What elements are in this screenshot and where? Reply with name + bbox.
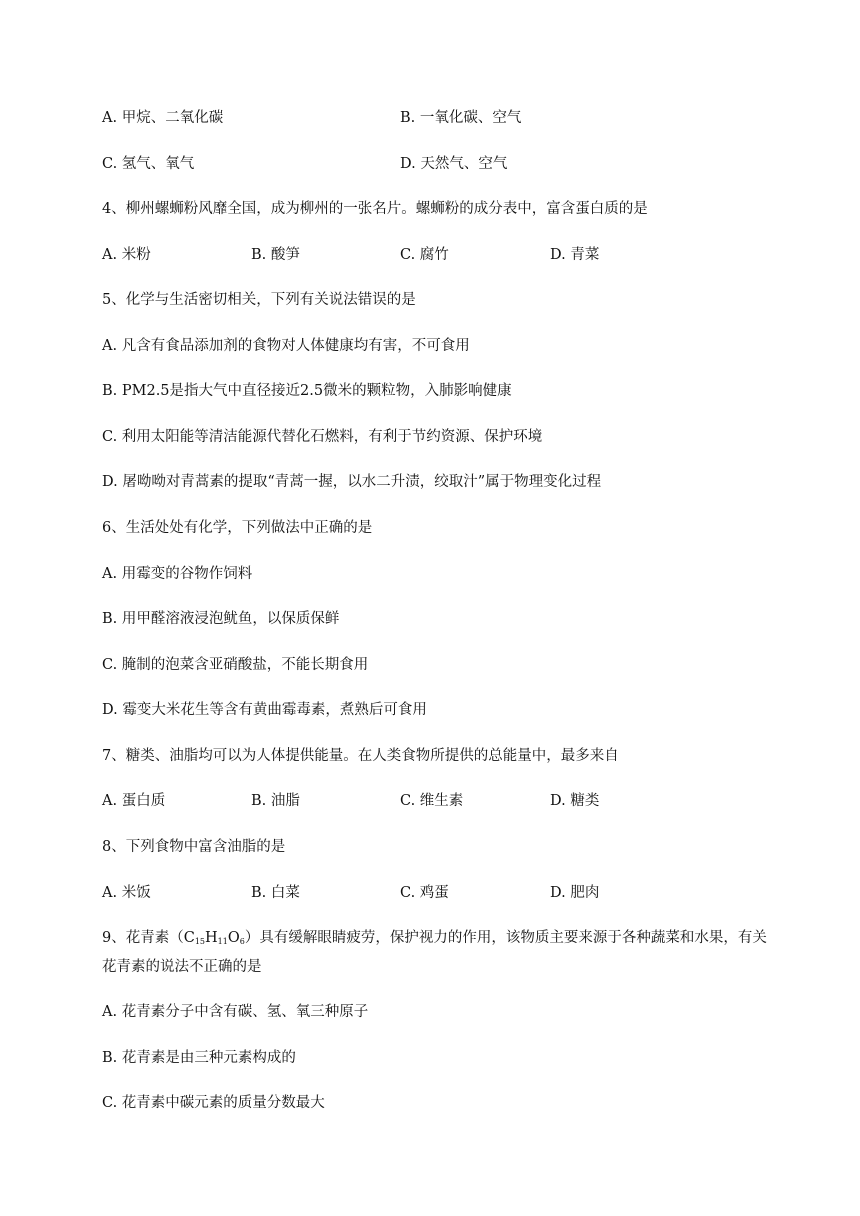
- q4-stem: 4、柳州螺蛳粉风靡全国，成为柳州的一张名片。螺蛳粉的成分表中，富含蛋白质的是: [102, 201, 648, 217]
- q8-stem: 8、下列食物中富含油脂的是: [102, 839, 286, 855]
- q9-stem-post: ）具有缓解眼睛疲劳，保护视力的作用，该物质主要来源于各种蔬菜和水果，有关: [244, 930, 767, 946]
- q5-stem: 5、化学与生活密切相关，下列有关说法错误的是: [102, 292, 416, 308]
- q6-option-d: D. 霉变大米花生等含有黄曲霉毒素，煮熟后可食用: [102, 702, 427, 718]
- q5-option-c: C. 利用太阳能等清洁能源代替化石燃料，有利于节约资源、保护环境: [102, 429, 543, 445]
- q9-option-b: B. 花青素是由三种元素构成的: [102, 1050, 296, 1066]
- q9-formula-h: H: [205, 930, 218, 946]
- q9-formula-h-sub: 11: [217, 937, 228, 946]
- q9-option-a: A. 花青素分子中含有碳、氢、氧三种原子: [102, 1004, 369, 1020]
- q4-option-c: C. 腐竹: [400, 247, 449, 263]
- q4-option-d: D. 青菜: [550, 247, 600, 263]
- q8-option-a: A. 米饭: [102, 885, 151, 901]
- q9-formula-c-sub: 15: [194, 937, 206, 946]
- q9-formula-o: O: [227, 930, 240, 946]
- q3-option-a: A. 甲烷、二氧化碳: [102, 110, 224, 126]
- q9-stem: [102, 928, 767, 948]
- q3-option-d: D. 天然气、空气: [400, 156, 508, 172]
- q9-formula-o-sub: 6: [239, 937, 245, 946]
- q8-option-b: B. 白菜: [251, 885, 300, 901]
- q8-option-c: C. 鸡蛋: [400, 885, 449, 901]
- q9-stem-pre: 9、花青素（C: [102, 930, 195, 946]
- q7-option-d: D. 糖类: [550, 793, 600, 809]
- q6-option-c: C. 腌制的泡菜含亚硝酸盐，不能长期食用: [102, 657, 369, 673]
- q9-option-c: C. 花青素中碳元素的质量分数最大: [102, 1095, 325, 1111]
- q4-option-a: A. 米粉: [102, 247, 151, 263]
- q5-option-b: B. PM2.5是指大气中直径接近2.5微米的颗粒物，入肺影响健康: [102, 383, 512, 399]
- q7-option-c: C. 维生素: [400, 793, 464, 809]
- q9-stem-line2: 花青素的说法不正确的是: [102, 959, 262, 975]
- q8-option-d: D. 肥肉: [550, 885, 600, 901]
- q7-option-b: B. 油脂: [251, 793, 300, 809]
- q3-option-c: C. 氢气、氧气: [102, 156, 195, 172]
- q3-option-b: B. 一氧化碳、空气: [400, 110, 522, 126]
- q6-stem: 6、生活处处有化学，下列做法中正确的是: [102, 520, 373, 536]
- q7-option-a: A. 蛋白质: [102, 793, 166, 809]
- q4-option-b: B. 酸笋: [251, 247, 300, 263]
- q5-option-a: A. 凡含有食品添加剂的食物对人体健康均有害，不可食用: [102, 338, 470, 354]
- q7-stem: 7、糖类、油脂均可以为人体提供能量。在人类食物所提供的总能量中，最多来自: [102, 748, 619, 764]
- q6-option-a: A. 用霉变的谷物作饲料: [102, 566, 253, 582]
- q6-option-b: B. 用甲醛溶液浸泡鱿鱼，以保质保鲜: [102, 611, 340, 627]
- q5-option-d: D. 屠呦呦对青蒿素的提取“青蒿一握，以水二升渍，绞取汁”属于物理变化过程: [102, 474, 602, 490]
